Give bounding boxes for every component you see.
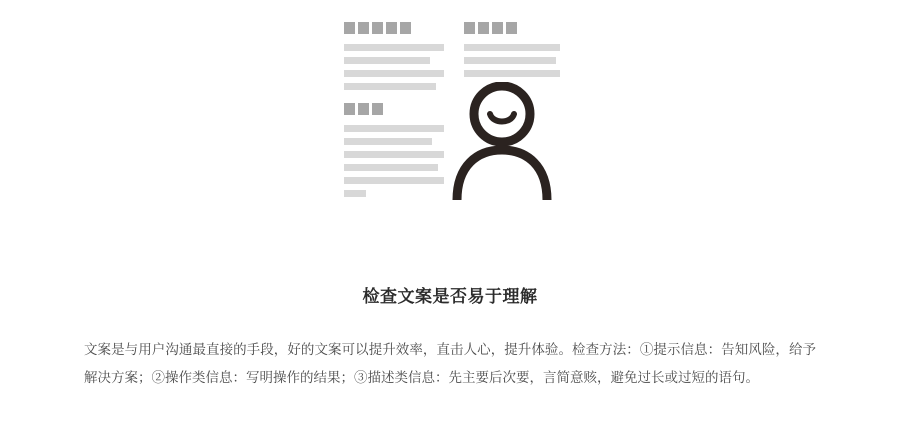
doc-line — [344, 70, 444, 77]
doc-line — [344, 164, 438, 171]
doc-line — [344, 177, 444, 184]
doc-block — [344, 103, 355, 115]
doc-block — [358, 103, 369, 115]
doc-line — [344, 151, 444, 158]
doc-block — [372, 22, 383, 34]
doc-line — [344, 138, 432, 145]
illustration — [340, 18, 560, 198]
doc-line — [344, 83, 436, 90]
body-paragraph: 文案是与用户沟通最直接的手段，好的文案可以提升效率，直击人心，提升体验。检查方法：①提示信息：告知风险，给予解决方案；②操作类信息：写明操作的结果；③描述类信息：先主要后次要，言简意赅，避免过长或过短的语句。 — [84, 342, 816, 385]
doc-line — [344, 44, 444, 51]
doc-block — [400, 22, 411, 34]
doc-block — [464, 22, 475, 34]
doc-block — [372, 103, 383, 115]
doc-block — [492, 22, 503, 34]
doc-line — [344, 57, 430, 64]
doc-line — [344, 190, 366, 197]
doc-line — [464, 57, 556, 64]
doc-line — [464, 70, 560, 77]
doc-line — [344, 125, 444, 132]
doc-block — [478, 22, 489, 34]
doc-block — [344, 22, 355, 34]
person-avatar-illustration — [445, 82, 560, 200]
doc-block — [358, 22, 369, 34]
doc-block — [506, 22, 517, 34]
doc-block — [386, 22, 397, 34]
page-title: 检查文案是否易于理解 — [362, 287, 538, 306]
doc-line — [464, 44, 560, 51]
